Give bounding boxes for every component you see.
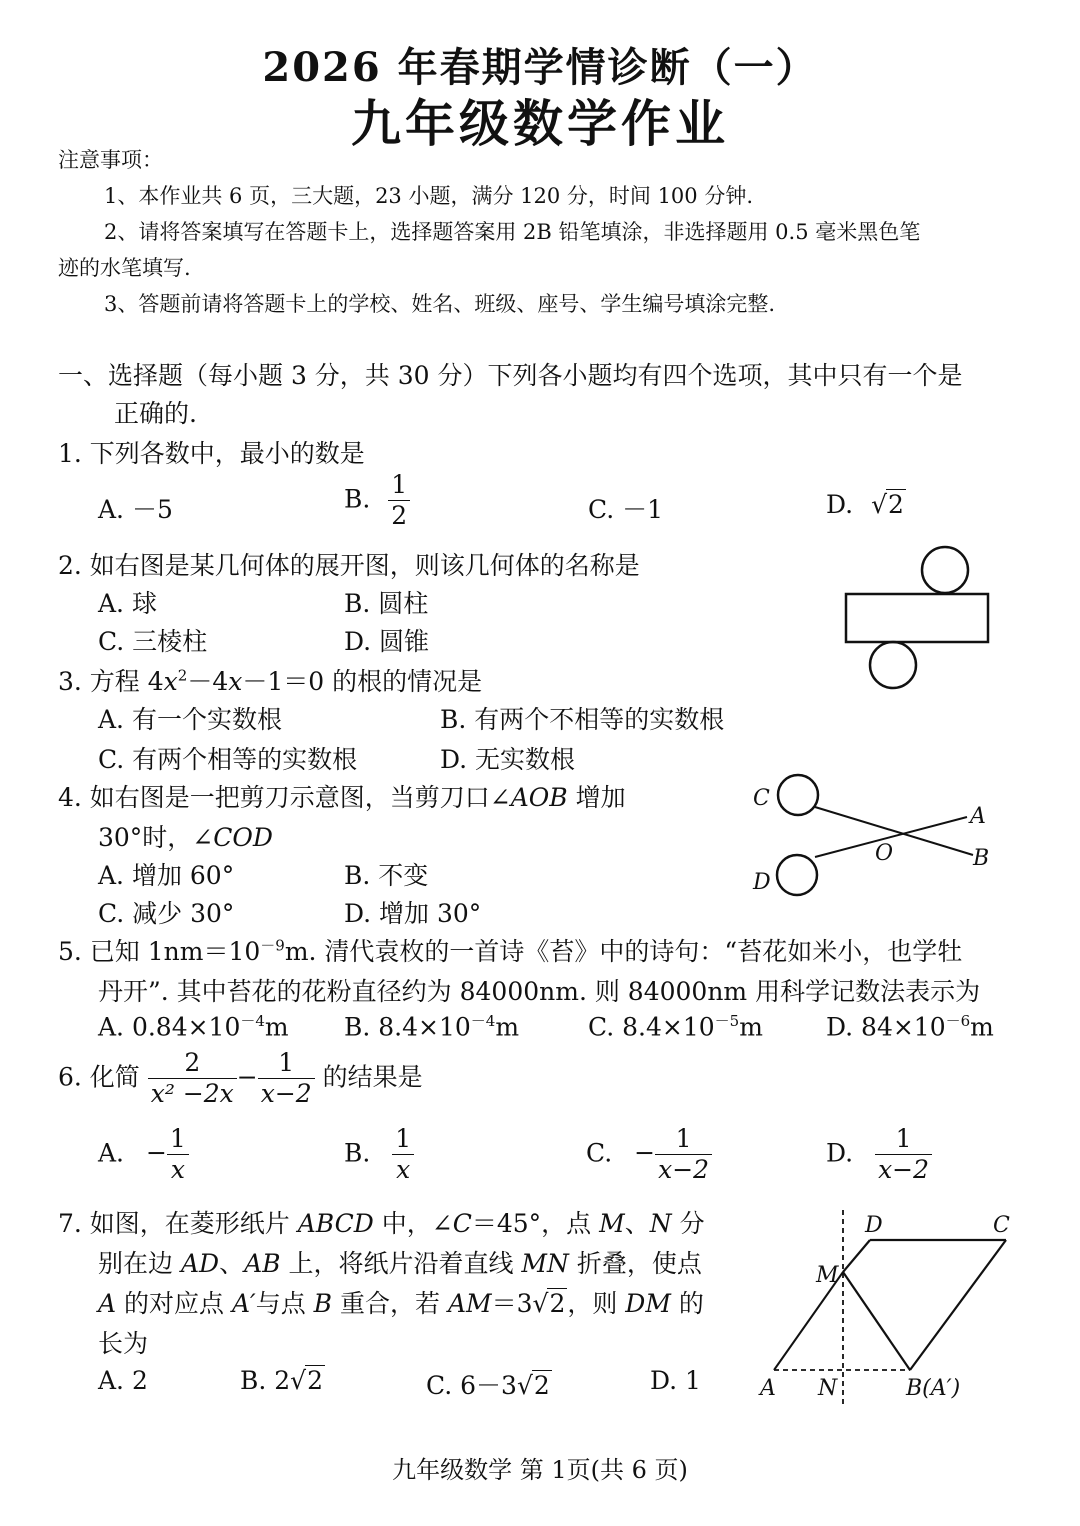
notes-heading: 注意事项： (58, 148, 163, 172)
q1-option-d-label: D. (826, 490, 854, 519)
q7-var: A (98, 1289, 117, 1318)
q7-text: 的对应点 (116, 1289, 232, 1318)
q4-angle-var: COD (213, 823, 273, 852)
q7-text: ＝3 (491, 1289, 533, 1318)
q7-text: 、 (624, 1209, 650, 1238)
q5-c-unit: m (739, 1012, 763, 1042)
scissors-handle-c (778, 775, 818, 815)
note-item-1: 1、本作业共 6 页，三大题，23 小题，满分 120 分，时间 100 分钟. (104, 184, 754, 208)
q1-b-numerator: 1 (388, 472, 410, 501)
q2-option-d: D. 圆锥 (344, 627, 430, 656)
q6-c-label: C. (586, 1138, 613, 1168)
q1-d-radicand: 2 (888, 490, 904, 519)
q7-text: 、 (219, 1249, 245, 1278)
label-a: A (970, 804, 986, 829)
q7-b-radicand: 2 (307, 1366, 324, 1395)
q5-a-exponent: －4 (240, 1012, 265, 1030)
q7-var: N (649, 1209, 672, 1238)
q2-option-c: C. 三棱柱 (98, 627, 208, 656)
q4-stem-part: 30°时，∠ (98, 823, 214, 852)
sqrt-symbol: √ (516, 1371, 533, 1400)
segment-mb (843, 1272, 910, 1370)
q6-f2-numerator: 1 (258, 1050, 315, 1079)
scissors-handle-d (777, 855, 817, 895)
q5-d-exponent: －6 (945, 1012, 971, 1030)
q3-option-b: B. 有两个不相等的实数根 (440, 705, 725, 734)
q3-var-x: x (228, 667, 243, 696)
question-1-stem: 1. 下列各数中，最小的数是 (58, 439, 365, 468)
q1-option-b-label: B. (344, 484, 371, 514)
cylinder-net-figure (830, 540, 1010, 700)
page-footer: 九年级数学 第 1页(共 6 页) (392, 1456, 688, 1484)
question-3-stem (58, 662, 482, 698)
q6-option-a (98, 1126, 189, 1184)
q7-radicand: 2 (549, 1289, 566, 1318)
q6-text: 6. 化简 (58, 1062, 140, 1092)
q7-var: AD (180, 1249, 220, 1278)
question-7-line-4: 长为 (98, 1329, 149, 1358)
q7-text: 重合，若 (332, 1289, 448, 1318)
q7-var: C (452, 1209, 472, 1238)
q7-text: 中，∠ (373, 1209, 453, 1238)
q5-option-d (826, 1010, 994, 1041)
q6-fraction-2 (258, 1050, 315, 1108)
sqrt-symbol: √ (871, 490, 887, 519)
question-7-line-3 (98, 1284, 704, 1320)
q6-d-label: D. (826, 1138, 854, 1168)
q6-c-fraction (655, 1126, 712, 1184)
q3-stem-part: －4 (187, 667, 229, 696)
q7-var: AM (447, 1289, 492, 1318)
scissors-figure (745, 765, 1015, 905)
q7-option-d: D. 1 (650, 1366, 701, 1395)
q7-option-c (426, 1366, 552, 1402)
q6-b-denominator: x (396, 1155, 411, 1185)
exam-title-line2: 九年级数学作业 (351, 94, 729, 153)
question-5-line-2: 丹开”. 其中苔花的花粉直径约为 84000nm. 则 84000nm 用科学记数法表示为 (98, 977, 981, 1006)
exam-title-line1: 2026 年春期学情诊断（一） (262, 44, 818, 91)
q6-option-d (826, 1126, 932, 1184)
section-1-heading: 一、选择题（每小题 3 分，共 30 分）下列各小题均有四个选项，其中只有一个是 (58, 361, 963, 390)
q5-b-exponent: －4 (470, 1012, 496, 1030)
q5-a-unit: m (264, 1012, 289, 1042)
q7-b-text: B. 2 (240, 1366, 291, 1395)
q7-text: 别在边 (98, 1249, 181, 1278)
q1-option-a: A. －5 (98, 495, 173, 524)
q2-option-a: A. 球 (98, 589, 157, 618)
q6-text: 的结果是 (322, 1062, 423, 1092)
question-4-stem-2 (98, 818, 273, 854)
q1-option-d (826, 490, 906, 519)
q6-fraction-1 (148, 1050, 237, 1108)
q7-text: ，则 (567, 1289, 626, 1318)
q5-a-text: A. 0.84×10 (98, 1012, 241, 1042)
q4-stem-part: 4. 如右图是一把剪刀示意图，当剪刀口∠ (58, 783, 511, 812)
q4-option-b: B. 不变 (344, 861, 429, 890)
label-o: O (875, 841, 894, 866)
q3-option-d: D. 无实数根 (440, 745, 576, 774)
q6-a-fraction (167, 1126, 189, 1184)
q5-b-text: B. 8.4×10 (344, 1012, 471, 1042)
q1-option-b-fraction (388, 472, 410, 530)
q1-option-c: C. －1 (588, 495, 664, 524)
q6-a-sign: − (145, 1138, 167, 1168)
q6-c-numerator: 1 (655, 1126, 712, 1155)
q6-b-label: B. (344, 1138, 371, 1168)
q6-a-label: A. (98, 1138, 125, 1168)
q5-c-text: C. 8.4×10 (588, 1012, 715, 1042)
note-item-2a: 2、请将答案填写在答题卡上，选择题答案用 2B 铅笔填涂，非选择题用 0.5 毫米黑色笔 (104, 220, 921, 244)
q3-stem-part: 3. 方程 4 (58, 667, 164, 696)
q5-d-text: D. 84×10 (826, 1012, 946, 1042)
q7-text: 分 (671, 1209, 705, 1238)
label-c: C (753, 786, 770, 811)
q4-option-a: A. 增加 60° (98, 861, 235, 890)
q6-c-sign: − (634, 1138, 656, 1168)
question-7-line-1 (58, 1204, 705, 1240)
label-n: N (818, 1376, 838, 1401)
q2-option-b: B. 圆柱 (344, 589, 429, 618)
segment-md (843, 1240, 870, 1272)
sqrt-symbol: √ (290, 1366, 307, 1395)
section-1-heading-cont: 正确的. (114, 399, 197, 428)
q5-text: 5. 已知 1nm＝10 (58, 937, 261, 966)
q7-text: 与点 (255, 1289, 314, 1318)
q4-option-c: C. 减少 30° (98, 899, 235, 928)
q7-option-a: A. 2 (98, 1366, 148, 1395)
q3-option-a: A. 有一个实数根 (98, 705, 282, 734)
q6-option-c (586, 1126, 712, 1184)
label-b: B (973, 846, 990, 871)
q7-var: ABCD (297, 1209, 374, 1238)
rhombus-fold-figure (750, 1210, 1030, 1410)
q6-option-b (344, 1126, 414, 1184)
q7-var: M (599, 1209, 625, 1238)
label-b-a-prime: B(A′) (906, 1376, 961, 1401)
q7-c-text: C. 6－3 (426, 1371, 517, 1400)
q6-d-fraction (875, 1126, 932, 1184)
q3-stem-part: －1＝0 的根的情况是 (242, 667, 483, 696)
q4-stem-part: 增加 (567, 783, 626, 812)
note-item-2b: 迹的水笔填写. (58, 256, 191, 280)
q5-option-c (588, 1010, 763, 1041)
question-7-line-2 (98, 1244, 702, 1280)
q6-f1-numerator: 2 (148, 1050, 237, 1079)
q6-d-denominator: x−2 (878, 1155, 930, 1185)
q7-c-radicand: 2 (533, 1371, 550, 1400)
q5-d-unit: m (970, 1012, 994, 1042)
scissors-blade-ob (815, 807, 973, 855)
net-rectangle (846, 594, 988, 642)
q5-exponent: －9 (260, 936, 285, 955)
q6-a-denominator: x (170, 1155, 185, 1185)
net-bottom-circle (870, 642, 916, 688)
q6-f1-denominator: x² −2x (150, 1079, 234, 1109)
q7-var: A′ (231, 1289, 256, 1318)
label-m: M (816, 1263, 839, 1288)
q7-var: DM (625, 1289, 671, 1318)
q3-option-c: C. 有两个相等的实数根 (98, 745, 358, 774)
q6-b-fraction (392, 1126, 414, 1184)
q1-b-denominator: 2 (391, 501, 408, 531)
note-item-3: 3、答题前请将答题卡上的学校、姓名、班级、座号、学生编号填涂完整. (104, 292, 776, 316)
net-top-circle (922, 547, 968, 593)
q7-var: B (313, 1289, 333, 1318)
q7-text: 的 (670, 1289, 704, 1318)
label-c: C (993, 1213, 1010, 1238)
q6-minus: − (236, 1062, 258, 1092)
q6-d-numerator: 1 (875, 1126, 932, 1155)
label-a: A (760, 1376, 776, 1401)
q5-option-a (98, 1010, 289, 1041)
q7-text: 折叠，使点 (568, 1249, 702, 1278)
question-6-stem (58, 1050, 423, 1108)
q3-var-x: x (163, 667, 178, 696)
q7-text: 上，将纸片沿着直线 (280, 1249, 522, 1278)
sqrt-symbol: √ (532, 1289, 549, 1318)
label-d: D (865, 1213, 883, 1238)
q4-angle-var: AOB (510, 783, 568, 812)
q7-var: AB (244, 1249, 281, 1278)
q5-option-b (344, 1010, 519, 1041)
question-5-line-1 (58, 932, 962, 968)
question-2-stem: 2. 如右图是某几何体的展开图，则该几何体的名称是 (58, 551, 640, 580)
q7-option-b (240, 1366, 325, 1395)
q6-a-numerator: 1 (167, 1126, 189, 1155)
q7-text: ＝45°，点 (471, 1209, 600, 1238)
q4-option-d: D. 增加 30° (344, 899, 482, 928)
question-4-stem-1 (58, 778, 626, 814)
q7-text: 7. 如图，在菱形纸片 (58, 1209, 298, 1238)
q7-var: MN (521, 1249, 569, 1278)
segment-cb (910, 1240, 1006, 1370)
q5-c-exponent: －5 (714, 1012, 740, 1030)
q3-exponent: 2 (177, 666, 188, 685)
label-d: D (753, 870, 771, 895)
q1-option-b (344, 472, 410, 530)
q6-b-numerator: 1 (392, 1126, 414, 1155)
q6-c-denominator: x−2 (658, 1155, 710, 1185)
q5-b-unit: m (495, 1012, 520, 1042)
q6-f2-denominator: x−2 (260, 1079, 312, 1109)
q5-text: m. 清代袁枚的一首诗《苔》中的诗句：“苔花如米小，也学牡 (284, 937, 963, 966)
